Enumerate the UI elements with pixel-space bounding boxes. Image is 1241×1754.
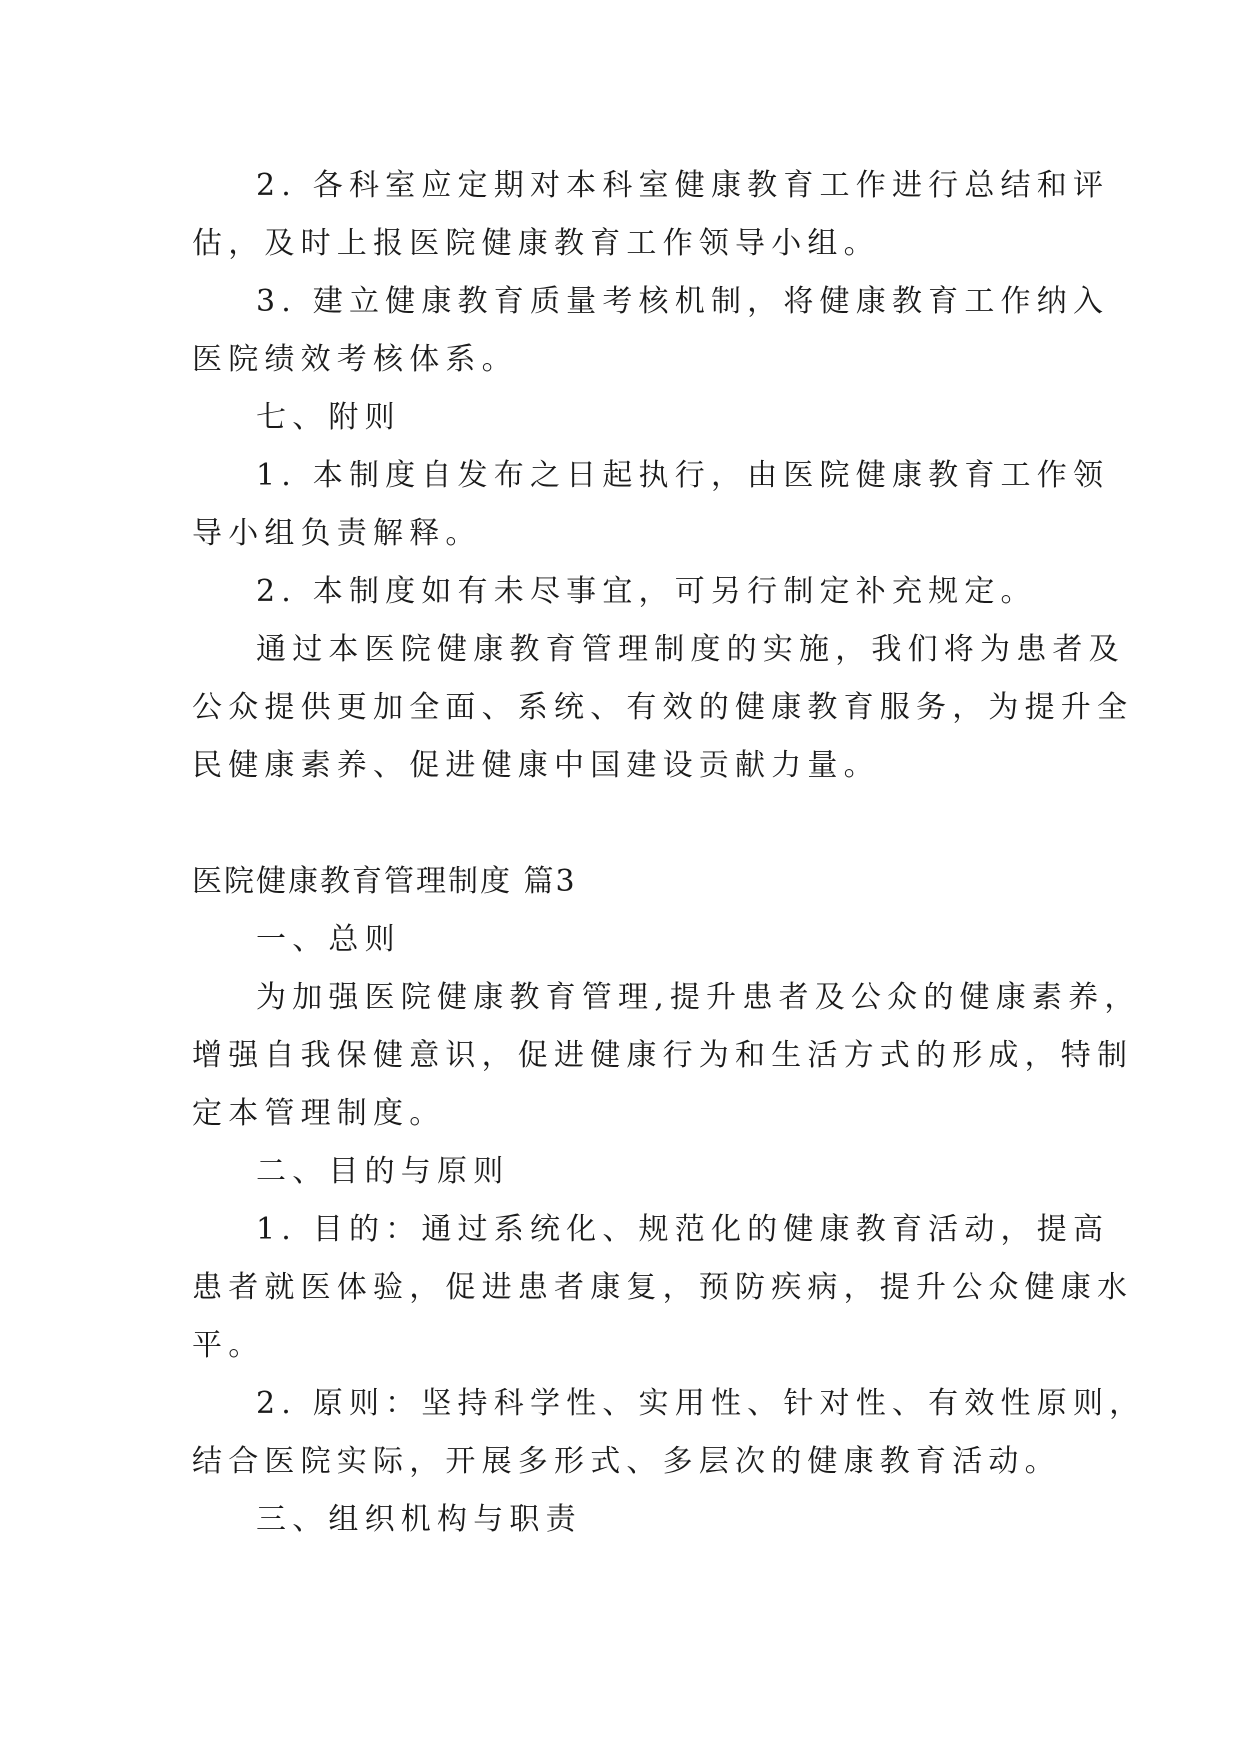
text-line: 估，及时上报医院健康教育工作领导小组。 <box>192 226 880 261</box>
text-line: 定本管理制度。 <box>192 1096 446 1131</box>
text-line: 为加强医院健康教育管理,提升患者及公众的健康素养， <box>256 980 1141 1015</box>
section-heading: 一、总则 <box>256 922 401 957</box>
text-line: 1. 目的：通过系统化、规范化的健康教育活动，提高 <box>256 1212 1110 1247</box>
text-line: 民健康素养、促进健康中国建设贡献力量。 <box>192 748 880 783</box>
section-heading: 三、组织机构与职责 <box>256 1502 582 1537</box>
section-heading: 七、附则 <box>256 400 401 435</box>
document-section-title: 医院健康教育管理制度 篇3 <box>192 864 577 899</box>
text-line: 患者就医体验，促进患者康复，预防疾病，提升公众健康水 <box>192 1270 1134 1305</box>
text-line: 结合医院实际，开展多形式、多层次的健康教育活动。 <box>192 1444 1061 1479</box>
text-line: 医院绩效考核体系。 <box>192 342 518 377</box>
text-line: 导小组负责解释。 <box>192 516 482 551</box>
text-line: 2. 原则：坚持科学性、实用性、针对性、有效性原则， <box>256 1386 1146 1421</box>
text-line: 3. 建立健康教育质量考核机制，将健康教育工作纳入 <box>256 284 1110 319</box>
text-line: 增强自我保健意识，促进健康行为和生活方式的形成，特制 <box>192 1038 1134 1073</box>
text-line: 2. 本制度如有未尽事宜，可另行制定补充规定。 <box>256 574 1037 609</box>
section-heading: 二、目的与原则 <box>256 1154 510 1189</box>
text-line: 平。 <box>192 1328 265 1363</box>
text-line: 通过本医院健康教育管理制度的实施，我们将为患者及 <box>256 632 1125 667</box>
text-line: 公众提供更加全面、系统、有效的健康教育服务，为提升全 <box>192 690 1134 725</box>
text-line: 2. 各科室应定期对本科室健康教育工作进行总结和评 <box>256 168 1110 203</box>
text-line: 1. 本制度自发布之日起执行，由医院健康教育工作领 <box>256 458 1110 493</box>
